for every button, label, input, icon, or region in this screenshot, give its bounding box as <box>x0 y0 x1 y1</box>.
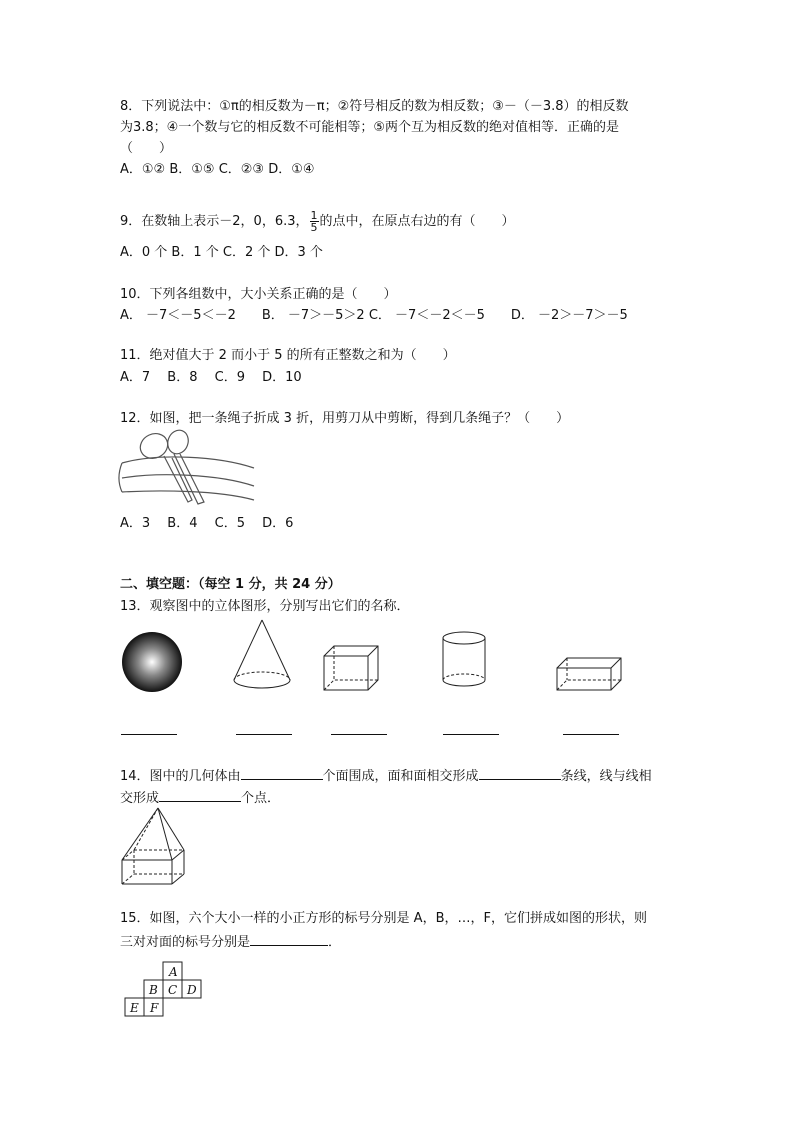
q8-line2: 为3.8；④一个数与它的相反数不可能相等；⑤两个互为相反数的绝对值相等．正确的是 <box>120 120 619 135</box>
q15-line1: 15．如图，六个大小一样的小正方形的标号分别是 A，B，…，F，它们拼成如图的形状，则 <box>120 911 647 926</box>
cube-net-figure <box>124 961 214 1023</box>
cube-figure <box>324 646 378 690</box>
q12-stem: 12．如图，把一条绳子折成 3 折，用剪刀从中剪断，得到几条绳子？（ ） <box>120 411 570 426</box>
solid-figures <box>0 620 794 740</box>
net-label-d: D <box>187 983 197 997</box>
net-label-c: C <box>168 983 178 997</box>
q15-text-before: 三对对面的标号分别是 <box>120 935 251 950</box>
q14-blank-faces[interactable] <box>241 766 323 780</box>
q11-options: A．7 B．8 C．9 D．10 <box>120 370 302 385</box>
q9-stem <box>120 210 515 233</box>
q15-answer-blank[interactable] <box>250 932 328 946</box>
q9-options: A．0 个 B．1 个 C．2 个 D．3 个 <box>120 245 323 260</box>
q13-answer-blank-4[interactable] <box>443 733 499 735</box>
net-label-e: E <box>130 1001 139 1015</box>
sphere-figure <box>122 632 182 692</box>
rope-scissors-figure <box>118 428 258 508</box>
q14-blank-points[interactable] <box>159 788 241 802</box>
q14-line2 <box>120 788 280 808</box>
q14-part4: 交形成 <box>120 791 160 806</box>
q14-part1: 14．图中的几何体由 <box>120 769 241 784</box>
q9-text-before: 9．在数轴上表示－2，0，6.3， <box>120 214 309 229</box>
q15-line2 <box>120 932 341 952</box>
net-label-a: A <box>169 965 178 979</box>
q9-frac-den: 5 <box>310 221 318 234</box>
q10-options: A． －7＜－5＜－2 B． －7＞－5＞2 C． －7＜－2＜－5 D． －2＞－7＞－5 <box>120 308 628 323</box>
q13-answer-blank-5[interactable] <box>563 733 619 735</box>
q13-answer-blank-1[interactable] <box>121 733 177 735</box>
q13-answer-blank-2[interactable] <box>236 733 292 735</box>
q14-part5: 个点． <box>241 791 281 806</box>
section2-heading: 二、填空题：（每空 1 分，共 24 分） <box>120 577 341 592</box>
cuboid-figure <box>557 658 621 690</box>
q11-stem: 11．绝对值大于 2 而小于 5 的所有正整数之和为（ ） <box>120 348 456 363</box>
pyramid-prism-figure <box>118 806 198 888</box>
q8-line1: 8．下列说法中：①π的相反数为－π；②符号相反的数为相反数；③－（－3.8）的相反数 <box>120 99 629 114</box>
q12-options: A．3 B．4 C．5 D．6 <box>120 516 294 531</box>
q8-line3: （ ） <box>120 141 173 156</box>
q9-fraction <box>310 210 319 233</box>
net-label-f: F <box>150 1001 159 1015</box>
cylinder-figure <box>443 632 485 686</box>
q9-text-after: 的点中，在原点右边的有（ ） <box>319 214 515 229</box>
q10-stem: 10．下列各组数中，大小关系正确的是（ ） <box>120 287 397 302</box>
q8-options: A．①② B．①⑤ C．②③ D．①④ <box>120 162 315 177</box>
q13-answer-blank-3[interactable] <box>331 733 387 735</box>
q13-stem: 13．观察图中的立体图形，分别写出它们的名称． <box>120 599 410 614</box>
q14-line1 <box>120 766 652 786</box>
cone-figure <box>234 620 290 688</box>
q15-text-after: ． <box>328 935 342 950</box>
net-label-b: B <box>149 983 158 997</box>
q14-part3: 条线，线与线相 <box>560 769 652 784</box>
q14-blank-lines[interactable] <box>479 766 561 780</box>
q9-frac-num: 1 <box>310 209 318 222</box>
q14-part2: 个面围成，面和面相交形成 <box>322 769 479 784</box>
